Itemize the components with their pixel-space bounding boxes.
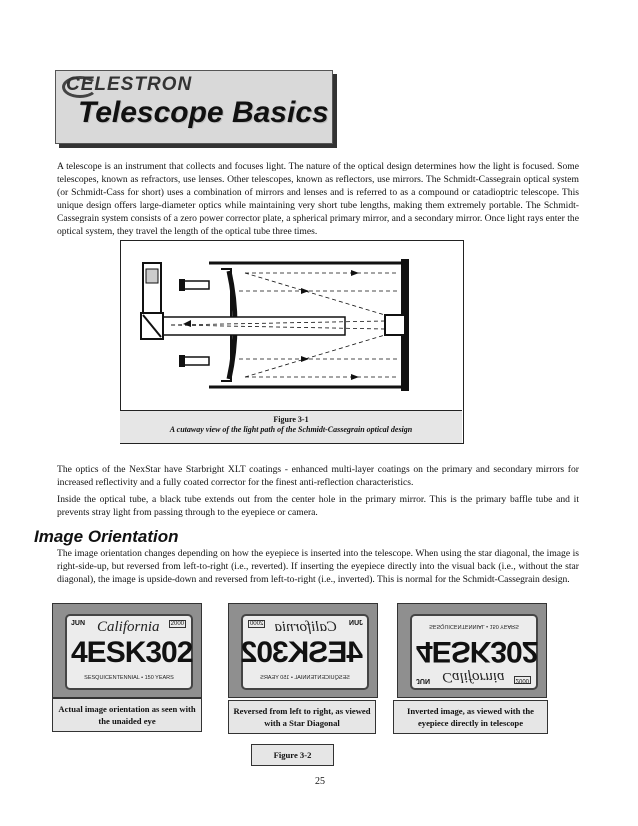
figure-3-1-caption	[120, 410, 462, 443]
plate-number: 4ESK302	[241, 636, 363, 669]
section-heading: Image Orientation	[34, 527, 179, 546]
plate-image-inverted	[397, 603, 547, 698]
plate-sticker: 2000	[250, 621, 264, 627]
plate-month: JUN	[348, 620, 363, 627]
orientation-paragraph: The image orientation changes depending on how the eyepiece is inserted into the telescope. When using the star diagonal, the image is right-side-up, but reversed from left-to-right (i.e., reverted). If inserting the eyepiece directly into the visual back (i.e., without the star diagonal), the image is upside-down and reversed from left-to-right (i.e., inverted). This is normal for the Schmidt-Cassegrain design.	[57, 548, 579, 585]
plate-image-actual	[52, 603, 202, 698]
baffle-paragraph: Inside the optical tube, a black tube extends out from the center hole in the primary mirror. This is the primary baffle tube and it prevents stray light from passing through to the eyepiece or camera.	[57, 494, 579, 518]
intro-paragraph: A telescope is an instrument that collects and focuses light. The nature of the optical design determines how the light is focused. Some telescopes, known as refractors, use lenses. Other telescopes, known as reflectors, use mirrors. The Schmidt-Cassegrain optical system (or Schmidt-Cass for short) uses a combination of mirrors and lenses and is referred to as a compound or catadioptric telescope. This unique design offers large-diameter optics while maintaining very short tube lengths, making them extremely portable. The Schmidt-Cassegrain system consists of a zero power corrector plate, a spherical primary mirror, and a secondary mirror. Once light rays enter the optical system, they travel the length of the optical tube three times.	[57, 161, 579, 237]
license-plate-reversed	[241, 614, 369, 690]
caption-actual: Actual image orientation as seen with the unaided eye	[52, 698, 202, 732]
plate-bottom-text: SESQUICENTENNIAL • 150 YEARS	[260, 675, 350, 681]
license-plate-inverted	[410, 614, 538, 690]
caption-direct: Inverted image, as viewed with the eyepiece directly in telescope	[393, 700, 548, 734]
plate-sticker: 2000	[515, 677, 529, 683]
plate-number: 4ESK302	[71, 636, 193, 669]
page-number: 25	[315, 776, 325, 787]
plate-state: California	[97, 619, 160, 635]
plate-bottom-text: SESQUICENTENNIAL • 150 YEARS	[84, 675, 174, 681]
telescope-cutaway-diagram	[121, 241, 463, 411]
plate-state: California	[442, 669, 505, 685]
license-plate	[65, 614, 193, 690]
coatings-paragraph: The optics of the NexStar have Starbright XLT coatings - enhanced multi-layer coatings on the primary and secondary mirrors for increased reflectivity and a fully coated corrector for the finest anti-reflection characteristics.	[57, 464, 579, 488]
plate-bottom-text: SESQUICENTENNIAL • 150 YEARS	[429, 623, 519, 629]
figure-3-2-label: Figure 3-2	[251, 744, 334, 766]
plate-month: JUN	[71, 620, 86, 627]
plate-number: 4ESK302	[416, 635, 538, 668]
caption-diagonal: Reversed from left to right, as viewed with a Star Diagonal	[228, 700, 376, 734]
figure-3-1-title: Figure 3-1	[273, 415, 309, 424]
plate-month: JUN	[416, 677, 431, 684]
plate-state: California	[274, 619, 337, 635]
page-title: Telescope Basics	[78, 96, 329, 129]
plate-image-reversed	[228, 603, 378, 698]
figure-3-1-subtitle: A cutaway view of the light path of the Schmidt-Cassegrain optical design	[169, 425, 413, 434]
plate-sticker: 2000	[170, 621, 184, 627]
brand-logo: CELESTRON	[66, 74, 193, 95]
